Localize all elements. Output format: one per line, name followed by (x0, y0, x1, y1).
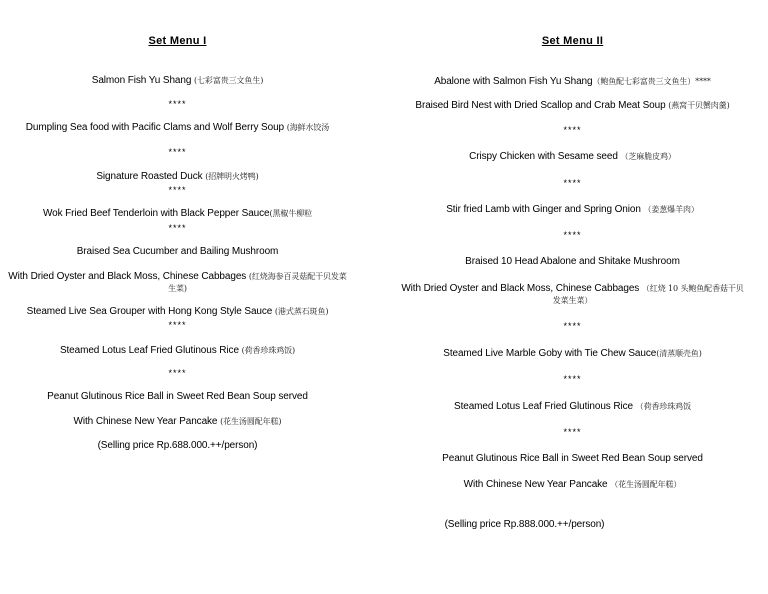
separator: **** (168, 320, 187, 330)
separator: **** (168, 368, 187, 378)
dish-line: Steamed Live Marble Goby with Tie Chew Sauce(清蒸顺壳鱼) (443, 348, 702, 359)
dish-line: Abalone with Salmon Fish Yu Shang（鲍鱼配七彩富贵三文鱼生）**** (434, 76, 711, 87)
separator: **** (563, 125, 582, 135)
dish-line: Peanut Glutinous Rice Ball in Sweet Red Bean Soup served (442, 453, 703, 464)
menu-title: Set Menu I (148, 35, 207, 47)
dish-line: With Chinese New Year Pancake (花生汤圆配年糕) (73, 416, 282, 427)
menu-title: Set Menu II (541, 35, 604, 47)
dish-line: Salmon Fish Yu Shang (七彩富贵三文鱼生) (91, 75, 264, 86)
dish-line: Steamed Live Sea Grouper with Hong Kong Style Sauce (港式蒸石斑鱼) (26, 306, 329, 317)
dish-line: With Dried Oyster and Black Moss, Chinese Cabbages (红烧海参百灵菇配干贝发菜生菜) (8, 271, 347, 293)
dish-line: With Chinese New Year Pancake （花生汤圆配年糕） (463, 479, 682, 490)
separator: **** (563, 321, 582, 331)
dish-line: Stir fried Lamb with Ginger and Spring Onion （姜葱爆羊肉） (446, 204, 699, 215)
dish-line: Dumpling Sea food with Pacific Clams and Wolf Berry Soup (海鲜水饺汤 (25, 122, 330, 133)
dish-line: Braised 10 Head Abalone and Shitake Mushroom (465, 256, 680, 267)
dish-line: Steamed Lotus Leaf Fried Glutinous Rice （荷香珍珠鸡饭 (454, 401, 691, 412)
dish-line: Signature Roasted Duck (招牌明火烤鸭) (96, 171, 259, 182)
dish-line: Crispy Chicken with Sesame seed （芝麻脆皮鸡） (469, 151, 676, 162)
dish-line: With Dried Oyster and Black Moss, Chinese Cabbages （红烧 10 头鲍鱼配香菇干贝发菜生菜） (401, 283, 744, 305)
separator: **** (563, 427, 582, 437)
selling-price: (Selling price Rp.888.000.++/person) (444, 519, 605, 530)
separator: **** (168, 99, 187, 109)
separator: **** (168, 147, 187, 157)
separator: **** (563, 230, 582, 240)
separator: **** (563, 374, 582, 384)
separator: **** (168, 185, 187, 195)
separator: **** (168, 223, 187, 233)
dish-line: Wok Fried Beef Tenderloin with Black Pepper Sauce(黑椒牛柳粒 (42, 208, 313, 219)
dish-line: Braised Sea Cucumber and Bailing Mushroom (76, 246, 279, 257)
dish-line: Steamed Lotus Leaf Fried Glutinous Rice (荷香珍珠鸡饭) (59, 345, 296, 356)
dish-line: Peanut Glutinous Rice Ball in Sweet Red Bean Soup served (47, 391, 308, 402)
selling-price: (Selling price Rp.688.000.++/person) (97, 440, 258, 451)
separator: **** (563, 178, 582, 188)
dish-line: Braised Bird Nest with Dried Scallop and Crab Meat Soup (燕窝干贝蟹肉羹) (415, 100, 730, 111)
